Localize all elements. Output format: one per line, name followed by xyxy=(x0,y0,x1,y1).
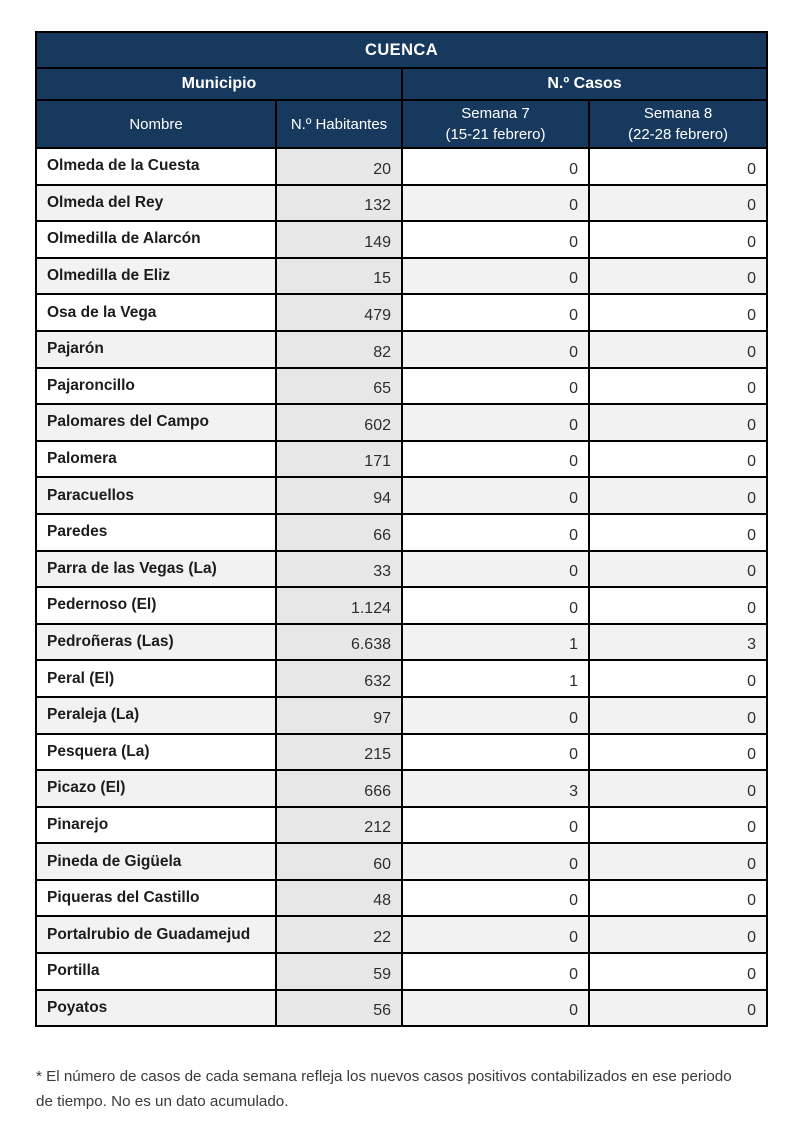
habitantes-value: 479 xyxy=(276,294,402,331)
table-row xyxy=(36,807,767,844)
habitantes-value: 602 xyxy=(276,404,402,441)
habitantes-value: 20 xyxy=(276,148,402,185)
habitantes-value: 22 xyxy=(276,916,402,953)
table-row xyxy=(36,221,767,258)
table-row xyxy=(36,660,767,697)
table-row xyxy=(36,368,767,405)
semana8-value: 0 xyxy=(589,990,767,1027)
semana7-value: 0 xyxy=(402,441,589,478)
semana8-value: 0 xyxy=(589,807,767,844)
semana8-value: 0 xyxy=(589,843,767,880)
municipality-name: Portilla xyxy=(36,953,276,990)
semana7-value: 0 xyxy=(402,880,589,917)
municipality-name: Paracuellos xyxy=(36,477,276,514)
table-row xyxy=(36,148,767,185)
table-row xyxy=(36,477,767,514)
semana8-value: 0 xyxy=(589,477,767,514)
municipality-name: Pedernoso (El) xyxy=(36,587,276,624)
habitantes-value: 6.638 xyxy=(276,624,402,661)
col-header-semana8 xyxy=(589,100,767,148)
footnote-line-2: de tiempo. No es un dato acumulado. xyxy=(36,1092,289,1110)
semana7-value: 1 xyxy=(402,660,589,697)
semana7-value: 0 xyxy=(402,331,589,368)
habitantes-value: 97 xyxy=(276,697,402,734)
semana8-value: 0 xyxy=(589,441,767,478)
habitantes-value: 48 xyxy=(276,880,402,917)
semana8-value: 0 xyxy=(589,660,767,697)
semana8-value: 0 xyxy=(589,734,767,771)
semana8-value: 0 xyxy=(589,587,767,624)
municipality-name: Olmeda de la Cuesta xyxy=(36,148,276,185)
table-row xyxy=(36,624,767,661)
habitantes-value: 212 xyxy=(276,807,402,844)
municipality-name: Pajaroncillo xyxy=(36,368,276,405)
semana7-value: 0 xyxy=(402,185,589,222)
municipality-name: Piqueras del Castillo xyxy=(36,880,276,917)
semana7-value: 0 xyxy=(402,807,589,844)
table-row xyxy=(36,185,767,222)
table-row xyxy=(36,514,767,551)
semana8-value: 0 xyxy=(589,551,767,588)
habitantes-value: 56 xyxy=(276,990,402,1027)
municipality-name: Peral (El) xyxy=(36,660,276,697)
semana8-value: 0 xyxy=(589,331,767,368)
table-row xyxy=(36,258,767,295)
habitantes-value: 171 xyxy=(276,441,402,478)
semana7-value: 3 xyxy=(402,770,589,807)
semana7-value: 0 xyxy=(402,294,589,331)
habitantes-value: 60 xyxy=(276,843,402,880)
municipality-name: Olmedilla de Eliz xyxy=(36,258,276,295)
semana7-value: 0 xyxy=(402,514,589,551)
semana8-value: 0 xyxy=(589,697,767,734)
semana8-value: 0 xyxy=(589,953,767,990)
habitantes-value: 66 xyxy=(276,514,402,551)
table-row xyxy=(36,734,767,771)
municipality-name: Pesquera (La) xyxy=(36,734,276,771)
habitantes-value: 215 xyxy=(276,734,402,771)
semana8-value: 0 xyxy=(589,294,767,331)
table-title: CUENCA xyxy=(36,32,767,68)
table-row xyxy=(36,916,767,953)
municipality-name: Pineda de Gigüela xyxy=(36,843,276,880)
semana8-value: 0 xyxy=(589,148,767,185)
table-row xyxy=(36,331,767,368)
semana7-value: 0 xyxy=(402,221,589,258)
table-row xyxy=(36,551,767,588)
municipality-name: Paredes xyxy=(36,514,276,551)
municipality-name: Portalrubio de Guadamejud xyxy=(36,916,276,953)
table-row xyxy=(36,441,767,478)
municipality-name: Picazo (El) xyxy=(36,770,276,807)
table-row xyxy=(36,880,767,917)
municipality-name: Pinarejo xyxy=(36,807,276,844)
municipality-name: Parra de las Vegas (La) xyxy=(36,551,276,588)
semana7-value: 1 xyxy=(402,624,589,661)
municipality-name: Palomera xyxy=(36,441,276,478)
semana7-value: 0 xyxy=(402,953,589,990)
table-row xyxy=(36,587,767,624)
semana7-value: 0 xyxy=(402,551,589,588)
habitantes-value: 65 xyxy=(276,368,402,405)
table-row xyxy=(36,953,767,990)
municipality-name: Olmeda del Rey xyxy=(36,185,276,222)
semana7-value: 0 xyxy=(402,148,589,185)
municipality-name: Olmedilla de Alarcón xyxy=(36,221,276,258)
semana8-value: 0 xyxy=(589,185,767,222)
habitantes-value: 94 xyxy=(276,477,402,514)
habitantes-value: 149 xyxy=(276,221,402,258)
semana7-value: 0 xyxy=(402,843,589,880)
footnote-line-1: * El número de casos de cada semana refleja los nuevos casos positivos contabilizados en ese periodo xyxy=(36,1068,732,1086)
habitantes-value: 132 xyxy=(276,185,402,222)
table-row xyxy=(36,697,767,734)
municipality-name: Pedroñeras (Las) xyxy=(36,624,276,661)
col-header-nombre: Nombre xyxy=(36,100,276,148)
municipality-name: Peraleja (La) xyxy=(36,697,276,734)
habitantes-value: 82 xyxy=(276,331,402,368)
table-row xyxy=(36,770,767,807)
table-body xyxy=(36,148,767,1026)
semana8-value: 0 xyxy=(589,221,767,258)
semana7-value: 0 xyxy=(402,916,589,953)
semana8-value: 0 xyxy=(589,368,767,405)
table-row xyxy=(36,990,767,1027)
habitantes-value: 33 xyxy=(276,551,402,588)
group-header-casos: N.º Casos xyxy=(402,68,767,100)
semana7-value: 0 xyxy=(402,587,589,624)
municipality-name: Palomares del Campo xyxy=(36,404,276,441)
semana8-value: 0 xyxy=(589,258,767,295)
semana8-label: Semana 8 xyxy=(643,105,713,122)
semana7-value: 0 xyxy=(402,477,589,514)
semana8-value: 0 xyxy=(589,404,767,441)
municipality-name: Poyatos xyxy=(36,990,276,1027)
semana7-value: 0 xyxy=(402,697,589,734)
municipality-name: Osa de la Vega xyxy=(36,294,276,331)
habitantes-value: 666 xyxy=(276,770,402,807)
semana8-value: 3 xyxy=(589,624,767,661)
semana7-value: 0 xyxy=(402,734,589,771)
habitantes-value: 1.124 xyxy=(276,587,402,624)
semana7-dates: (15-21 febrero) xyxy=(445,126,546,143)
cases-table xyxy=(35,31,768,1027)
municipality-name: Pajarón xyxy=(36,331,276,368)
semana8-value: 0 xyxy=(589,916,767,953)
footnote xyxy=(36,1065,766,1114)
semana8-value: 0 xyxy=(589,514,767,551)
habitantes-value: 59 xyxy=(276,953,402,990)
semana7-value: 0 xyxy=(402,368,589,405)
semana7-value: 0 xyxy=(402,258,589,295)
semana7-label: Semana 7 xyxy=(461,105,530,122)
table-row xyxy=(36,404,767,441)
semana7-value: 0 xyxy=(402,990,589,1027)
habitantes-value: 632 xyxy=(276,660,402,697)
col-header-habitantes: N.º Habitantes xyxy=(276,100,402,148)
table-row xyxy=(36,294,767,331)
group-header-municipio: Municipio xyxy=(36,68,402,100)
semana8-dates: (22-28 febrero) xyxy=(627,126,729,143)
habitantes-value: 15 xyxy=(276,258,402,295)
semana8-value: 0 xyxy=(589,880,767,917)
table-row xyxy=(36,843,767,880)
semana8-value: 0 xyxy=(589,770,767,807)
col-header-semana7 xyxy=(402,100,589,148)
semana7-value: 0 xyxy=(402,404,589,441)
